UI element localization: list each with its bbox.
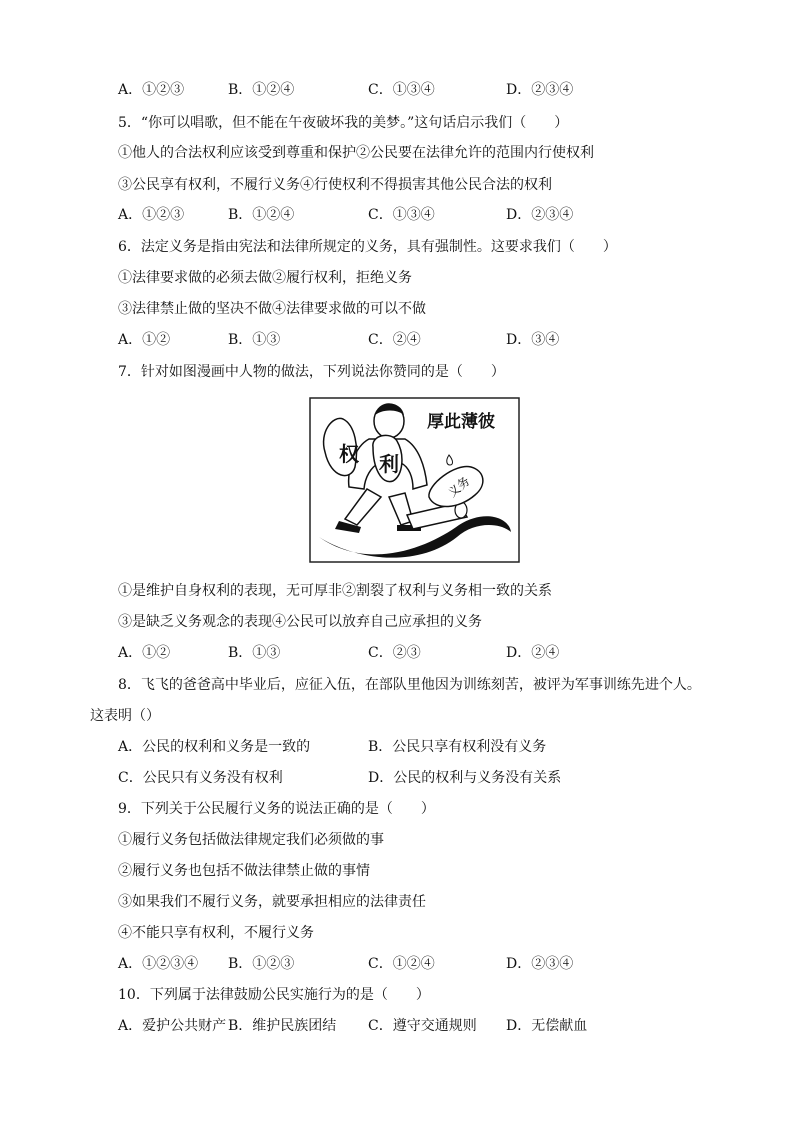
q7-option-c: C．②③	[368, 645, 421, 661]
q5-statement-2: ③公民享有权利，不履行义务④行使权利不得损害其他公民合法的权利	[118, 177, 552, 193]
q7-option-b: B．①③	[228, 645, 281, 661]
q8-stem-line1: 8．飞飞的爸爸高中毕业后，应征入伍，在部队里他因为训练刻苦，被评为军事训练先进个人。	[118, 677, 701, 693]
q8-option-a: A．公民的权利和义务是一致的	[118, 739, 311, 755]
cartoon-bag2-label: 利	[379, 452, 399, 476]
cartoon-bag1-label: 权	[339, 442, 359, 466]
q5-option-c: C．①③④	[368, 207, 435, 223]
q5-option-b: B．①②④	[228, 207, 295, 223]
cartoon-dropped-label: 义务	[445, 473, 473, 501]
q10-stem: 10．下列属于法律鼓励公民实施行为的是（ ）	[118, 987, 430, 1003]
q4-option-d: D．②③④	[506, 82, 574, 98]
q4-option-a: A．①②③	[118, 82, 185, 98]
q8-option-c: C．公民只有义务没有权利	[118, 770, 283, 786]
q9-statement-1: ①履行义务包括做法律规定我们必须做的事	[118, 832, 384, 848]
q9-option-b: B．①②③	[228, 956, 295, 972]
q9-statement-3: ③如果我们不履行义务，就要承担相应的法律责任	[118, 894, 426, 910]
q4-option-b: B．①②④	[228, 82, 295, 98]
q6-statement-1: ①法律要求做的必须去做②履行权利，拒绝义务	[118, 270, 412, 286]
q6-option-d: D．③④	[506, 332, 560, 348]
q6-option-c: C．②④	[368, 332, 421, 348]
q7-statement-2: ③是缺乏义务观念的表现④公民可以放弃自己应承担的义务	[118, 614, 482, 630]
q9-stem: 9．下列关于公民履行义务的说法正确的是（ ）	[118, 801, 435, 817]
q9-option-d: D．②③④	[506, 956, 574, 972]
q6-stem: 6．法定义务是指由宪法和法律所规定的义务，具有强制性。这要求我们（ ）	[118, 239, 617, 255]
q10-option-a: A．爱护公共财产	[118, 1018, 227, 1034]
q5-statement-1: ①他人的合法权利应该受到尊重和保护②公民要在法律允许的范围内行使权利	[118, 145, 594, 161]
q5-option-a: A．①②③	[118, 207, 185, 223]
cartoon-figure	[309, 397, 520, 563]
q7-stem: 7．针对如图漫画中人物的做法，下列说法你赞同的是（ ）	[118, 364, 505, 380]
q5-option-d: D．②③④	[506, 207, 574, 223]
q8-stem-line2: 这表明（）	[90, 708, 160, 724]
q9-statement-4: ④不能只享有权利，不履行义务	[118, 925, 314, 941]
q10-option-b: B．维护民族团结	[228, 1018, 337, 1034]
cartoon-title: 厚此薄彼	[427, 412, 495, 432]
q8-option-d: D．公民的权利与义务没有关系	[368, 770, 562, 786]
q5-stem: 5．“你可以唱歌，但不能在午夜破坏我的美梦。”这句话启示我们（ ）	[118, 115, 569, 131]
q9-statement-2: ②履行义务也包括不做法律禁止做的事情	[118, 863, 370, 879]
q7-statement-1: ①是维护自身权利的表现，无可厚非②割裂了权利与义务相一致的关系	[118, 583, 552, 599]
q10-option-d: D．无偿献血	[506, 1018, 588, 1034]
q6-option-b: B．①③	[228, 332, 281, 348]
q4-option-c: C．①③④	[368, 82, 435, 98]
q6-option-a: A．①②	[118, 332, 171, 348]
q10-option-c: C．遵守交通规则	[368, 1018, 477, 1034]
q7-option-a: A．①②	[118, 645, 171, 661]
q9-option-c: C．①②④	[368, 956, 435, 972]
q8-option-b: B．公民只享有权利没有义务	[368, 739, 547, 755]
q6-statement-2: ③法律禁止做的坚决不做④法律要求做的可以不做	[118, 301, 426, 317]
q7-option-d: D．②④	[506, 645, 560, 661]
q9-option-a: A．①②③④	[118, 956, 199, 972]
